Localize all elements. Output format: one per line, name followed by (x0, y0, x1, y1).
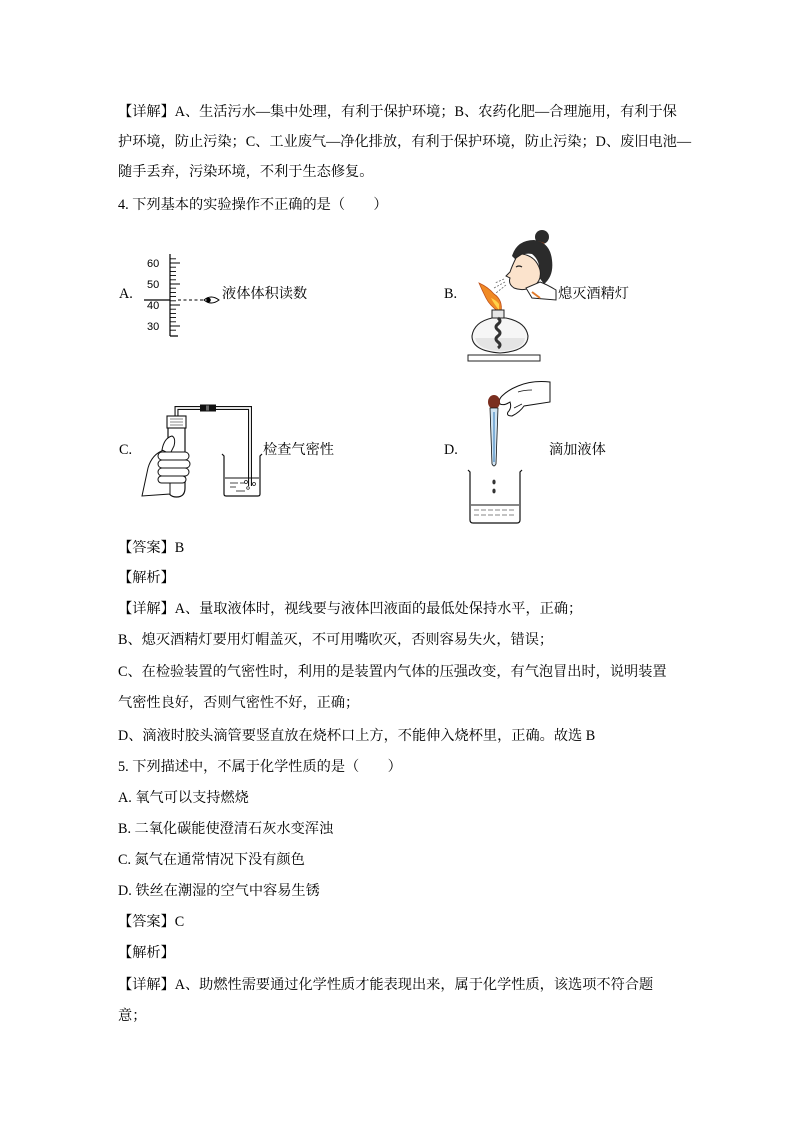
q4-answer: 【答案】B (118, 540, 185, 556)
bubble (245, 481, 248, 484)
blowing-out-alcohol-lamp-icon (462, 226, 562, 366)
q5-answer: 【答案】C (118, 914, 185, 930)
q4-detail-line-5: D、滴液时胶头滴管要竖直放在烧杯口上方，不能伸入烧杯里，正确。故选 B (118, 728, 596, 744)
dropper-icon (488, 395, 500, 466)
eye-icon (204, 297, 219, 303)
q4-detail-line-2: B、熄灭酒精灯要用灯帽盖灭，不可用嘴吹灭，否则容易失火，错误； (118, 632, 554, 648)
breath-lines (494, 279, 506, 293)
hand-icon (499, 382, 550, 417)
scale-ticks (170, 259, 180, 330)
q4-option-b-letter: B. (444, 286, 458, 302)
beaker-icon (222, 454, 262, 496)
q3-detail-line-3: 随手丢弃，污染环境，不利于生态修复。 (118, 164, 374, 180)
bubble (253, 483, 256, 486)
q4-detail-line-4: 气密性良好，否则气密性不好，正确； (118, 695, 360, 711)
q4-option-d-caption: 滴加液体 (549, 442, 606, 458)
q4-option-a-letter: A. (119, 286, 133, 302)
q4-analysis-title: 【解析】 (118, 570, 175, 586)
q5-detail-line-2: 意； (118, 1008, 147, 1024)
q3-detail-line-1: 【详解】A、生活污水—集中处理，有利于保护环境；B、农药化肥—合理施用，有利于保 (118, 104, 677, 120)
liquid-drop (492, 480, 495, 485)
beaker-icon (468, 470, 522, 523)
q4-stem: 4. 下列基本的实验操作不正确的是（ ） (118, 197, 388, 213)
liquid-drop (492, 489, 495, 494)
dropper-adding-liquid-icon (462, 378, 552, 526)
q4-option-b-caption: 熄灭酒精灯 (558, 286, 629, 302)
scale-label-60: 60 (147, 258, 160, 270)
q4-option-c-caption: 检查气密性 (263, 442, 334, 458)
q3-detail-line-2: 护环境，防止污染；C、工业废气—净化排放，有利于保护环境，防止污染；D、废旧电池— (118, 134, 692, 150)
scale-label-50: 50 (147, 279, 160, 291)
q4-detail-line-3: C、在检验装置的气密性时，利用的是装置内气体的压强改变，有气泡冒出时，说明装置 (118, 664, 667, 680)
airtightness-check-apparatus-icon (140, 398, 268, 500)
scale-label-30: 30 (147, 321, 160, 333)
q4-option-c-letter: C. (119, 442, 133, 458)
alcohol-lamp-icon (468, 310, 540, 361)
bubble (247, 487, 250, 490)
q5-stem: 5. 下列描述中，不属于化学性质的是（ ） (118, 759, 402, 775)
scale-label-40: 40 (147, 300, 160, 312)
q5-option-a: A. 氧气可以支持燃烧 (118, 790, 249, 806)
q5-analysis-title: 【解析】 (118, 945, 175, 961)
q5-option-d: D. 铁丝在潮湿的空气中容易生锈 (118, 883, 320, 899)
flame-icon (479, 283, 501, 312)
q5-option-c: C. 氮气在通常情况下没有颜色 (118, 852, 305, 868)
q4-detail-line-1: 【详解】A、量取液体时，视线要与液体凹液面的最低处保持水平，正确； (118, 601, 583, 617)
q5-option-b: B. 二氧化碳能使澄清石灰水变浑浊 (118, 821, 334, 837)
q4-option-a-caption: 液体体积读数 (222, 286, 308, 302)
q4-option-d-letter: D. (444, 442, 458, 458)
person-blowing-icon (506, 230, 556, 300)
q5-detail-line-1: 【详解】A、助燃性需要通过化学性质才能表现出来，属于化学性质，该选项不符合题 (118, 977, 654, 993)
graduated-cylinder-reading-icon (140, 250, 222, 340)
